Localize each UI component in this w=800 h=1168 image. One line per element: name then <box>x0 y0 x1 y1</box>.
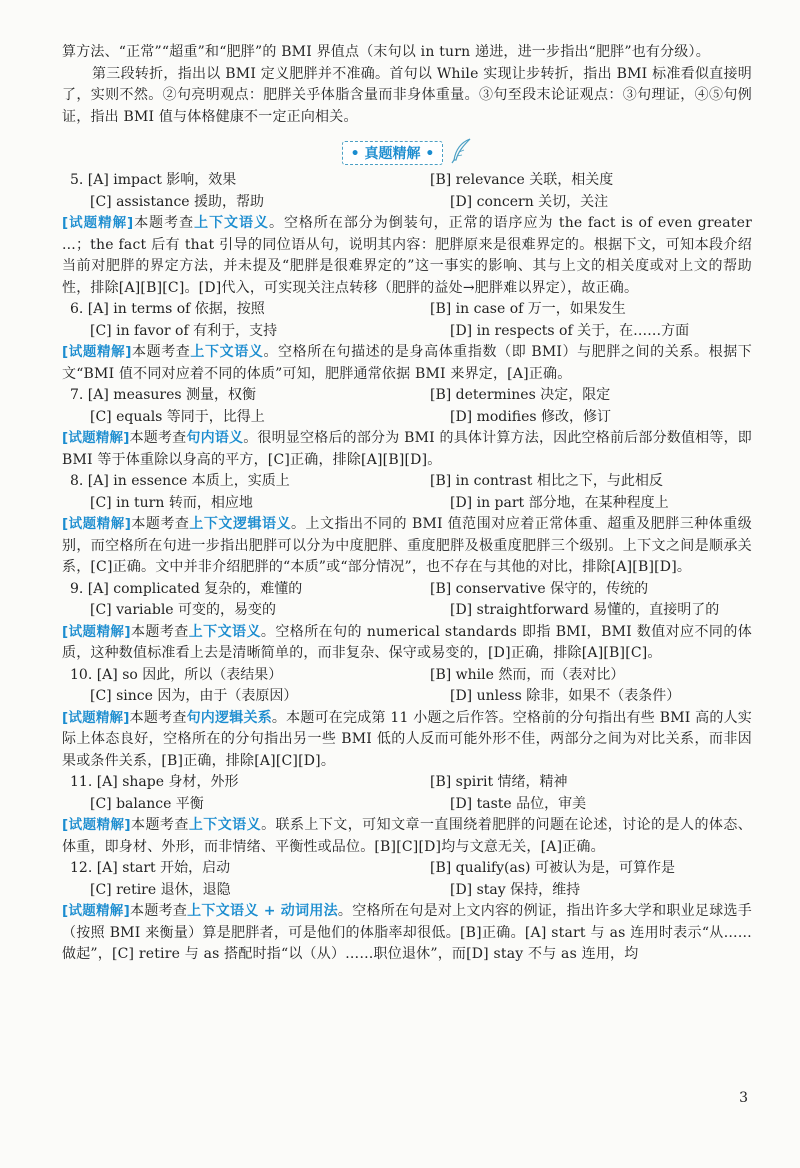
explanation-tag: [试题精解] <box>62 903 130 919</box>
explanation-prefix: 本题考查 <box>129 430 187 446</box>
question-block <box>62 579 752 665</box>
option-a: 5. [A] impact 影响，效果 <box>70 172 237 188</box>
explanation-keyword: 句内逻辑关系 <box>186 709 272 726</box>
explanation-keyword: 上下文语义 <box>188 623 261 640</box>
option-b: [B] in case of 万一，如果发生 <box>430 301 626 317</box>
explanation-keyword: 上下文语义 <box>188 817 262 833</box>
option-row <box>62 772 752 794</box>
option-c: [C] in favor of 有利于，支持 <box>90 322 278 339</box>
option-b: [B] determines 决定，限定 <box>430 387 611 403</box>
option-row <box>62 880 752 902</box>
option-a: 10. [A] so 因此，所以（表结果） <box>70 666 283 683</box>
option-d: [D] modifies 修改，修订 <box>450 408 611 425</box>
explanation <box>62 342 752 385</box>
question-block <box>62 471 752 579</box>
option-d: [D] unless 除非，如果不（表条件） <box>450 688 681 704</box>
option-c: [C] assistance 援助，帮助 <box>90 193 265 210</box>
question-block <box>62 385 752 471</box>
explanation <box>62 213 752 299</box>
question-block <box>62 772 752 858</box>
option-c: [C] variable 可变的，易变的 <box>90 602 277 618</box>
intro-paragraph: 第三段转折，指出以 BMI 定义肥胖并不准确。首句以 While 实现让步转折，指出 BMI 标准看似直接明了，实则不然。②句亮明观点：肥胖关乎体脂含量而非身体重量。③句至段末论证观点：③句理证，④⑤句例证，指出 BMI 值与体格健康不一定正向相关。 <box>62 65 752 125</box>
option-c: [C] since 因为，由于（表原因） <box>90 688 298 704</box>
option-c: [C] balance 平衡 <box>90 795 204 812</box>
explanation <box>62 622 752 665</box>
option-d: [D] in respects of 关于，在……方面 <box>450 322 690 339</box>
explanation-tag: [试题精解] <box>62 709 130 726</box>
question-block <box>62 299 752 385</box>
option-b: [B] qualify(as) 可被认为是，可算作是 <box>430 860 675 876</box>
explanation-keyword: 上下文逻辑语义 <box>189 516 291 532</box>
explanation-text: 。上文指出不同的 BMI 值范围对应着正常体重、超重及肥胖三种体重级别，而空格所在句进一步指出肥胖可以分为中度肥胖、重度肥胖及极重度肥胖三个级别。上下文之间是顺承关系，[C]正确。文中并非介绍肥胖的“本质”或“部分情况”，也不存在与其他的对比，排除[A][B][D]。 <box>62 516 752 575</box>
option-d: [D] stay 保持，维持 <box>450 881 581 898</box>
quill-icon <box>450 138 472 168</box>
explanation-prefix: 本题考查 <box>130 817 189 833</box>
explanation-prefix: 本题考查 <box>129 903 188 919</box>
page-number: 3 <box>739 1090 748 1106</box>
explanation-keyword: 上下文语义 + 动词用法 <box>187 903 338 919</box>
explanation-keyword: 上下文语义 <box>194 215 269 231</box>
explanation-text: 。本题可在完成第 11 小题之后作答。空格前的分句指出有些 BMI 高的人实际上体态良好，空格所在的分句指出另一些 BMI 低的人反而可能外形不佳，两部分之间为对比关系，而非因果或条件关系，[B]正确，排除[A][C][D]。 <box>62 709 752 769</box>
explanation-tag: [试题精解] <box>62 215 134 231</box>
option-b: [B] relevance 关联，相关度 <box>430 172 614 188</box>
option-a: 9. [A] complicated 复杂的，难懂的 <box>70 580 303 597</box>
explanation <box>62 815 752 858</box>
explanation-text: 。空格所在句是对上文内容的例证，指出许多大学和职业足球选手（按照 BMI 来衡量）算是肥胖者，可是他们的体脂率却很低。[B]正确。[A] start 与 as 连用时表示“从……做起”，[C] retire 与 as 搭配时指“以（从）……职位退休”，而[D] stay 不与 as 连用，均 <box>62 903 752 962</box>
option-b: [B] in contrast 相比之下，与此相反 <box>430 473 663 489</box>
option-row <box>62 493 752 515</box>
explanation <box>62 428 752 471</box>
option-d: [D] taste 品位，审美 <box>450 795 587 812</box>
option-b: [B] conservative 保守的，传统的 <box>430 580 649 597</box>
explanation-keyword: 上下文语义 <box>190 344 264 360</box>
explanation-keyword: 句内语义 <box>186 430 244 446</box>
explanation-prefix: 本题考查 <box>131 516 190 532</box>
explanation-tag: [试题精解] <box>62 623 131 640</box>
explanation-tag: [试题精解] <box>62 344 132 360</box>
option-a: 11. [A] shape 身材，外形 <box>70 774 239 790</box>
option-row <box>62 600 752 622</box>
question-block <box>62 170 752 299</box>
option-d: [D] straightforward 易懂的，直接明了的 <box>450 602 720 618</box>
option-row <box>62 299 752 321</box>
explanation <box>62 708 752 773</box>
section-title: • 真题精解 • <box>342 141 444 165</box>
option-d: [D] concern 关切，关注 <box>450 193 609 210</box>
option-row <box>62 321 752 343</box>
question-list <box>62 170 752 966</box>
option-row <box>62 192 752 214</box>
intro-line: 算方法、“正常”“超重”和“肥胖”的 BMI 界值点（末句以 in turn 递进，进一步指出“肥胖”也有分级）。 <box>62 44 710 60</box>
option-a: 12. [A] start 开始，启动 <box>70 860 231 876</box>
option-row <box>62 794 752 816</box>
explanation-prefix: 本题考查 <box>129 709 187 726</box>
option-c: [C] in turn 转而，相应地 <box>90 494 253 511</box>
explanation-text: 。很明显空格后的部分为 BMI 的具体计算方法，因此空格前后部分数值相等，即 BMI 等于体重除以身高的平方，[C]正确，排除[A][B][D]。 <box>62 430 752 468</box>
explanation-text: 。空格所在句的 numerical standards 即指 BMI，BMI 数值对应不同的体质，这种数值标准看上去是清晰简单的，而非复杂、保守或易变的，[D]正确，排除[A][B][C]。 <box>62 623 752 661</box>
explanation-text: 。空格所在句描述的是身高体重指数（即 BMI）与肥胖之间的关系。根据下文“BMI 值不同对应着不同的体质”可知，肥胖通常依据 BMI 来界定，[A]正确。 <box>62 344 752 382</box>
option-d: [D] in part 部分地，在某种程度上 <box>450 494 669 511</box>
question-block <box>62 858 752 966</box>
explanation-prefix: 本题考查 <box>130 623 189 640</box>
explanation-tag: [试题精解] <box>62 817 131 833</box>
option-row <box>62 686 752 708</box>
option-a: 7. [A] measures 测量，权衡 <box>70 387 257 403</box>
section-header <box>62 138 752 164</box>
explanation-prefix: 本题考查 <box>131 344 191 360</box>
explanation-prefix: 本题考查 <box>133 215 195 231</box>
question-block <box>62 665 752 773</box>
option-b: [B] spirit 情绪，精神 <box>430 774 568 790</box>
option-row <box>62 858 752 880</box>
option-b: [B] while 然而，而（表对比） <box>430 666 625 683</box>
option-row <box>62 579 752 601</box>
option-c: [C] equals 等同于，比得上 <box>90 408 265 425</box>
option-c: [C] retire 退休，退隐 <box>90 881 231 898</box>
option-row <box>62 170 752 192</box>
option-a: 8. [A] in essence 本质上，实质上 <box>70 473 290 489</box>
explanation <box>62 901 752 966</box>
explanation-tag: [试题精解] <box>62 430 130 446</box>
page-content <box>62 42 752 966</box>
explanation-text: 。空格所在部分为倒装句，正常的语序应为 the fact is of even greater ...；the fact 后有 that 引导的同位语从句，说明其内容：肥胖原来是很难界定的。根据下文，可知本段介绍当前对肥胖的界定方法，并未提及“肥胖是很难界定的”这一事实的影响、其与上文的相关度或对上文的帮助性，排除[A][B][C]。[D]代入，可实现关注点转移（肥胖的益处→肥胖难以界定），故正确。 <box>62 215 752 296</box>
option-a: 6. [A] in terms of 依据，按照 <box>70 301 265 317</box>
explanation-text: 。联系上下文，可知文章一直围绕着肥胖的问题在论述，讨论的是人的体态、体重，即身材、外形，而非情绪、平衡性或品位。[B][C][D]均与文意无关，[A]正确。 <box>62 817 752 855</box>
option-row <box>62 407 752 429</box>
option-row <box>62 471 752 493</box>
explanation-tag: [试题精解] <box>62 516 132 532</box>
option-row <box>62 665 752 687</box>
explanation <box>62 514 752 579</box>
option-row <box>62 385 752 407</box>
